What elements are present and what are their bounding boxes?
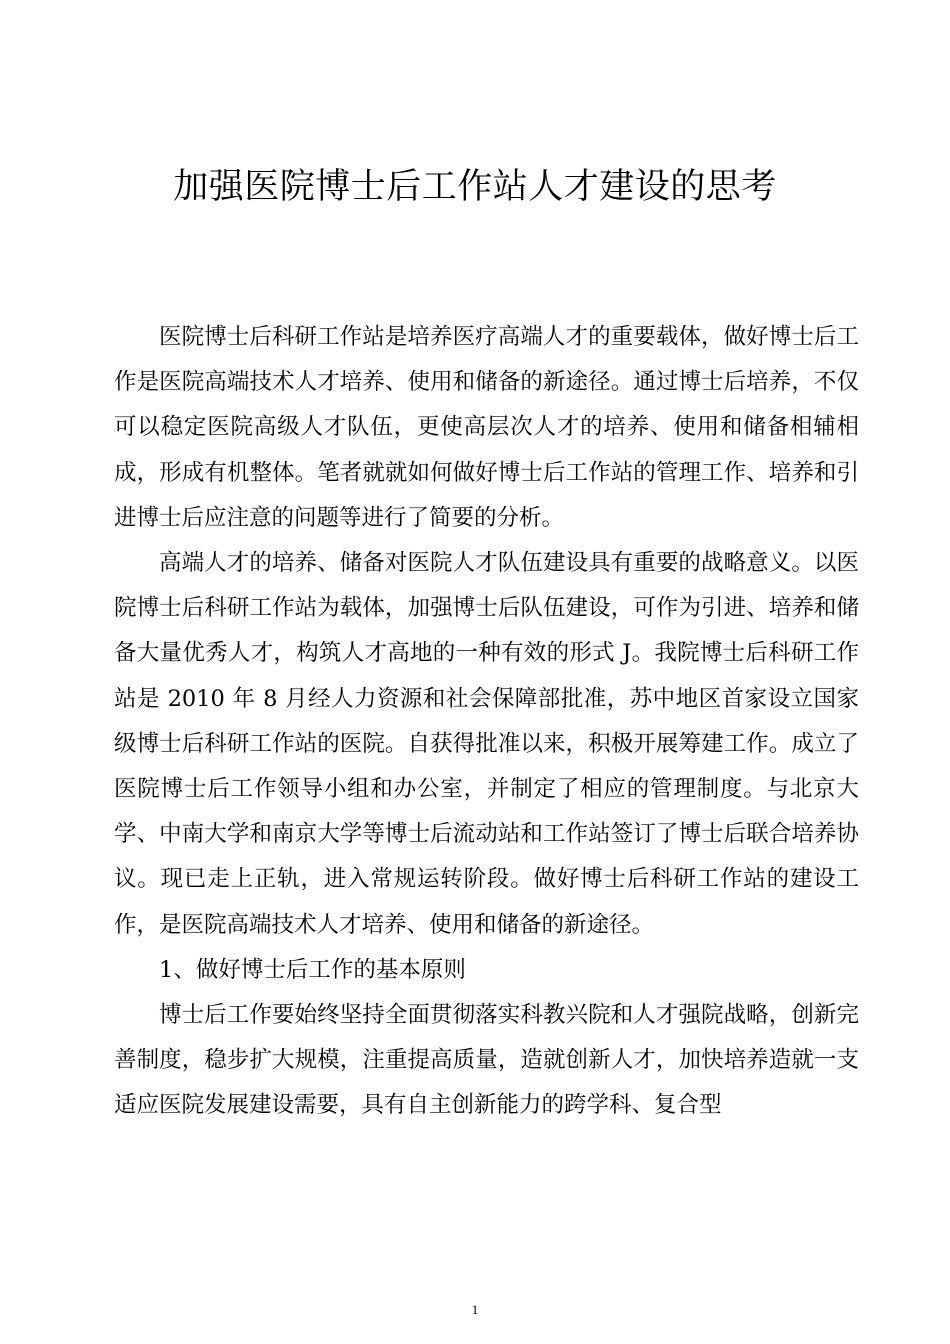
document-body bbox=[114, 315, 859, 1129]
paragraph: 高端人才的培养、储备对医院人才队伍建设具有重要的战略意义。以医院博士后科研工作站为载体，加强博士后队伍建设，可作为引进、培养和储备大量优秀人才，构筑人才高地的一种有效的形式 J。我院博士后科研工作站是 2010 年 8 月经人力资源和社会保障部批准，苏中地区首家设立国家级博士后科研工作站的医院。自获得批准以来，积极开展筹建工作。成立了医院博士后工作领导小组和办公室，并制定了相应的管理制度。与北京大学、中南大学和南京大学等博士后流动站和工作站签订了博士后联合培养协议。现已走上正轨，进入常规运转阶段。做好博士后科研工作站的建设工作，是医院高端技术人才培养、使用和储备的新途径。 bbox=[114, 550, 859, 938]
section-heading: 1、做好博士后工作的基本原则 bbox=[159, 956, 466, 983]
paragraph: 医院博士后科研工作站是培养医疗高端人才的重要载体，做好博士后工作是医院高端技术人才培养、使用和储备的新途径。通过博士后培养，不仅可以稳定医院高级人才队伍，更使高层次人才的培养、使用和储备相辅相成，形成有机整体。笔者就就如何做好博士后工作站的管理工作、培养和引进博士后应注意的问题等进行了简要的分析。 bbox=[114, 324, 859, 531]
page-number: 1 bbox=[471, 1302, 479, 1317]
paragraph: 博士后工作要始终坚持全面贯彻落实科教兴院和人才强院战略，创新完善制度，稳步扩大规模，注重提高质量，造就创新人才，加快培养造就一支适应医院发展建设需要，具有自主创新能力的跨学科、复合型 bbox=[114, 1002, 859, 1119]
document-title: 加强医院博士后工作站人才建设的思考 bbox=[173, 167, 777, 207]
